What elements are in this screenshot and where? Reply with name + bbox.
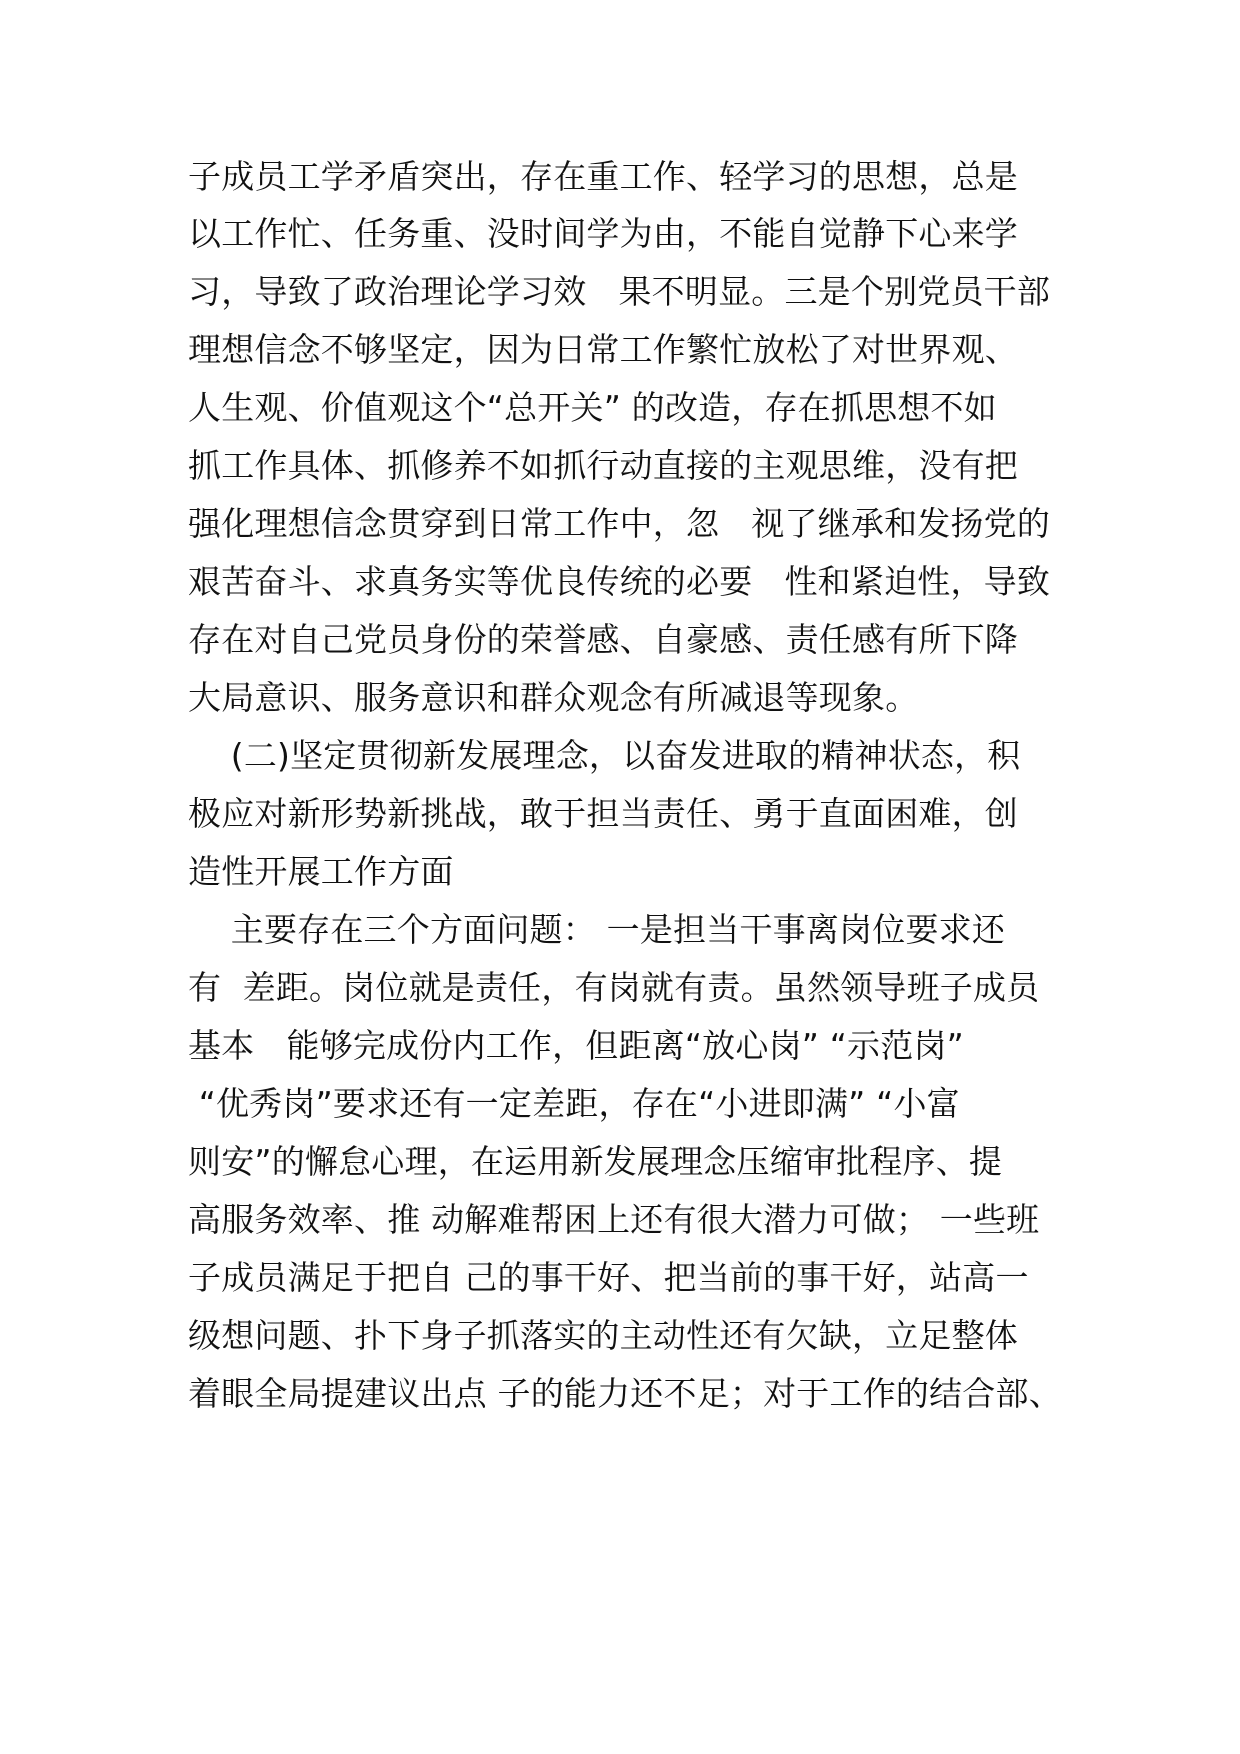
text-line: 艰苦奋斗、求真务实等优良传统的必要 性和紧迫性，导致 bbox=[188, 562, 1051, 601]
text-line: 高服务效率、推 动解难帮困上还有很大潜力可做； 一些班 bbox=[188, 1200, 1040, 1239]
text-line: 主要存在三个方面问题： 一是担当干事离岗位要求还 bbox=[188, 910, 1006, 949]
text-line: 存在对自己党员身份的荣誉感、自豪感、责任感有所下降 bbox=[188, 620, 1018, 659]
section-heading-line: (二)坚定贯彻新发展理念，以奋发进取的精神状态，积 bbox=[188, 736, 1021, 775]
text-line: 基本 能够完成份内工作，但距离“放心岗” “示范岗” bbox=[188, 1026, 964, 1065]
text-line: 人生观、价值观这个“总开关” 的改造，存在抓思想不如 bbox=[188, 388, 997, 427]
text-line: 则安”的懈怠心理，在运用新发展理念压缩审批程序、提 bbox=[188, 1142, 1003, 1181]
text-line: 着眼全局提建议出点 子的能力还不足；对于工作的结合部、 bbox=[188, 1374, 1062, 1413]
text-line: “优秀岗”要求还有一定差距，存在“小进即满” “小富 bbox=[188, 1084, 960, 1123]
text-line: 强化理想信念贯穿到日常工作中，忽 视了继承和发扬党的 bbox=[188, 504, 1051, 543]
text-line: 以工作忙、任务重、没时间学为由，不能自觉静下心来学 bbox=[188, 214, 1018, 253]
section-heading-line: 极应对新形势新挑战，敢于担当责任、勇于直面困难，创 bbox=[188, 794, 1018, 833]
text-line: 子成员满足于把自 己的事干好、把当前的事干好，站高一 bbox=[188, 1258, 1029, 1297]
text-line: 有 差距。岗位就是责任，有岗就有责。虽然领导班子成员 bbox=[188, 968, 1040, 1007]
text-line: 习，导致了政治理论学习效 果不明显。三是个别党员干部 bbox=[188, 272, 1051, 311]
text-line: 大局意识、服务意识和群众观念有所减退等现象。 bbox=[188, 678, 919, 717]
section-heading-line: 造性开展工作方面 bbox=[188, 852, 454, 891]
text-line: 理想信念不够坚定，因为日常工作繁忙放松了对世界观、 bbox=[188, 330, 1018, 369]
text-line: 级想问题、扑下身子抓落实的主动性还有欠缺，立足整体 bbox=[188, 1316, 1018, 1355]
text-line: 子成员工学矛盾突出，存在重工作、轻学习的思想，总是 bbox=[188, 157, 1018, 196]
text-line: 抓工作具体、抓修养不如抓行动直接的主观思维，没有把 bbox=[188, 446, 1018, 485]
